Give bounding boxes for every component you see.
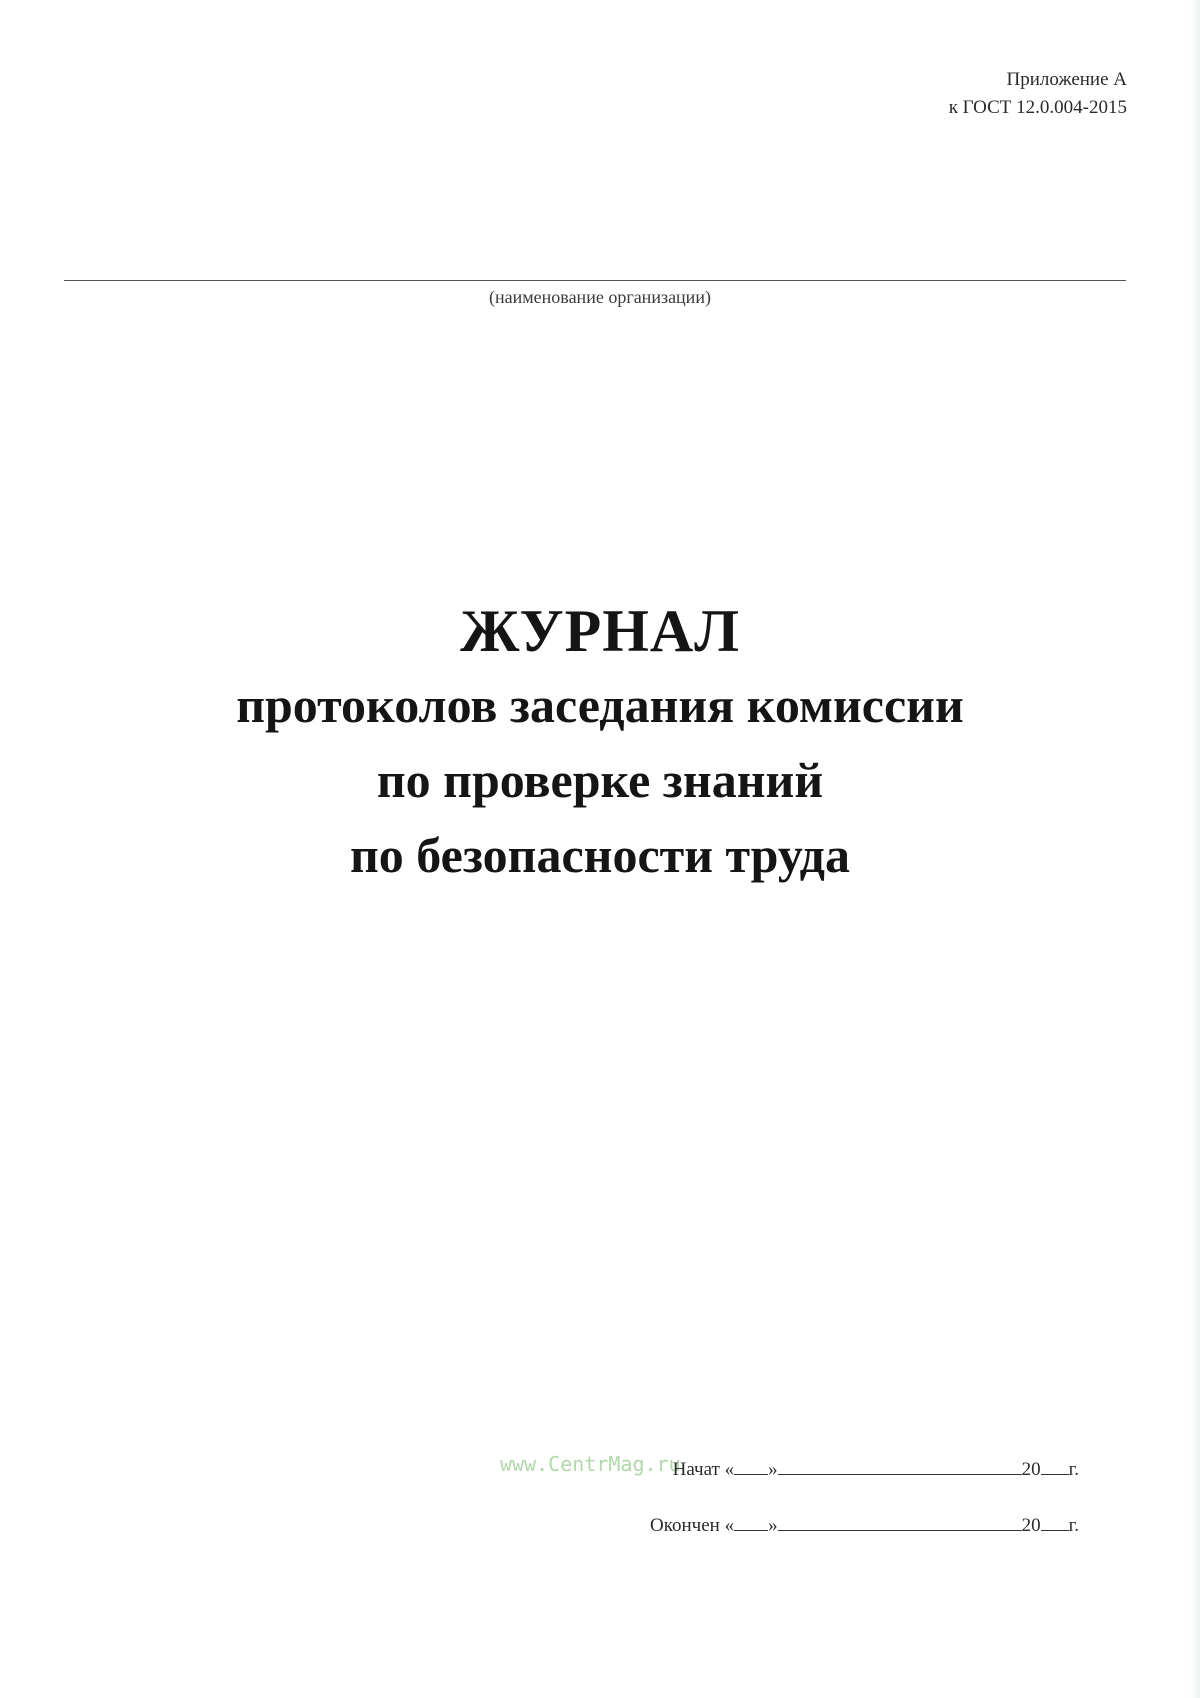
finished-date-row [650,1512,1079,1537]
started-label: Начат [672,1459,720,1480]
journal-title [0,594,1200,893]
year-suffix: г. [1068,1515,1079,1536]
appendix-reference [949,66,1127,122]
finished-label: Окончен [650,1515,720,1536]
title-line-4: по безопасности труда [350,827,850,883]
open-quote: « [724,1459,735,1480]
open-quote: « [724,1515,735,1536]
started-month-blank [778,1456,1022,1475]
started-date-row [673,1456,1079,1481]
page-edge-shadow [1190,0,1200,1698]
started-year-blank [1041,1456,1069,1475]
year-suffix: г. [1068,1459,1079,1480]
year-prefix: 20 [1021,1459,1041,1480]
title-line-2: протоколов заседания комиссии [236,677,964,733]
appendix-label: Приложение А [1006,69,1127,90]
close-quote: » [768,1515,778,1536]
watermark: www.CentrMag.ru [500,1452,681,1476]
title-line-3: по проверке знаний [376,752,824,808]
title-main: ЖУРНАЛ [460,598,740,664]
finished-day-blank [734,1512,768,1531]
started-day-blank [734,1456,768,1475]
finished-year-blank [1041,1512,1069,1531]
gost-reference: к ГОСТ 12.0.004-2015 [948,97,1127,118]
finished-month-blank [778,1512,1022,1531]
year-prefix: 20 [1021,1515,1041,1536]
organization-name-caption: (наименование организации) [489,287,711,307]
organization-name-line [64,280,1126,281]
close-quote: » [768,1459,778,1480]
